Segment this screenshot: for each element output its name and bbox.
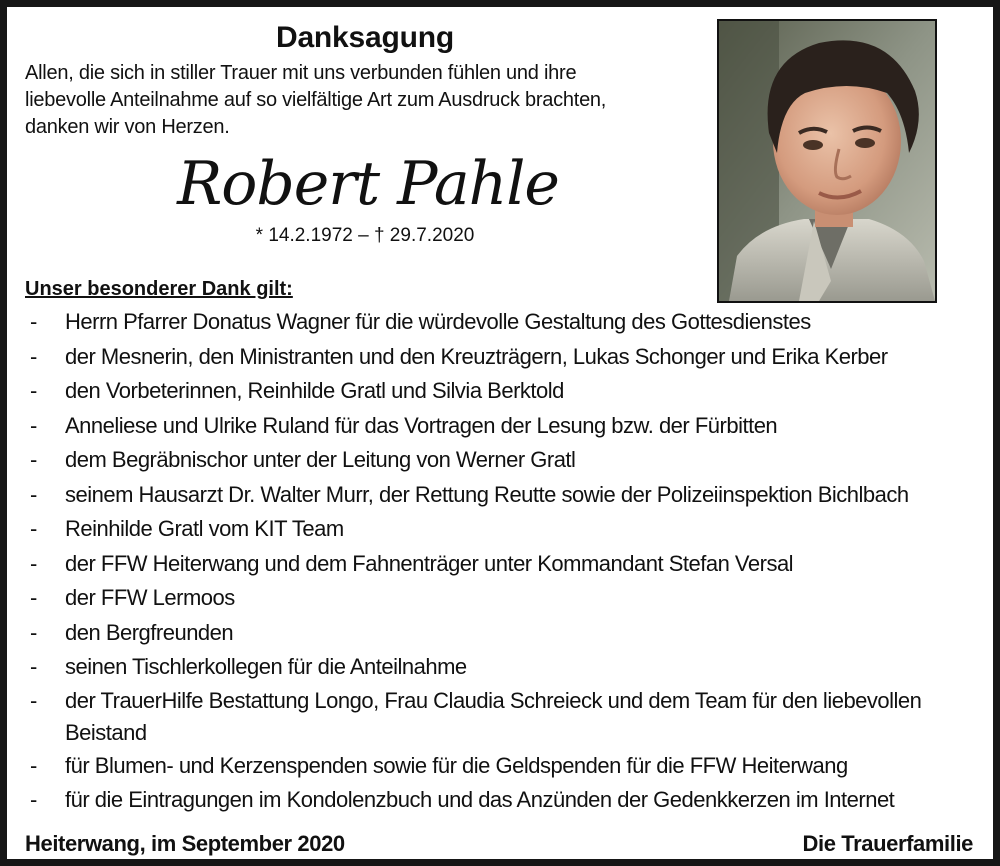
list-item	[25, 685, 975, 749]
bullet-dash: -	[30, 309, 37, 334]
bullet-dash: -	[30, 516, 37, 541]
list-item	[25, 783, 975, 818]
notice-footer	[25, 827, 973, 861]
bullet-dash: -	[30, 687, 37, 713]
list-item-text: seinem Hausarzt Dr. Walter Murr, der Rettung Reutte sowie der Polizeiinspektion Bichlbach	[65, 481, 909, 507]
notice-header	[25, 17, 705, 275]
thanks-list	[25, 305, 975, 818]
list-item	[25, 616, 975, 651]
list-item	[25, 512, 975, 547]
list-item-text: den Vorbeterinnen, Reinhilde Gratl und Silvia Berktold	[65, 378, 564, 403]
list-item-text: der Mesnerin, den Ministranten und den Kreuzträgern, Lukas Schonger und Erika Kerber	[65, 343, 888, 369]
list-item	[25, 650, 975, 685]
bullet-dash: -	[30, 654, 37, 679]
list-item-text: der FFW Heiterwang und dem Fahnenträger unter Kommandant Stefan Versal	[65, 550, 794, 576]
list-item	[25, 305, 975, 340]
bullet-dash: -	[30, 619, 37, 645]
list-item-text: der FFW Lermoos	[65, 585, 235, 610]
list-item-text: dem Begräbnischor unter der Leitung von Werner Gratl	[65, 447, 576, 472]
list-item	[25, 478, 975, 513]
portrait-photo	[717, 19, 937, 303]
list-item	[25, 340, 975, 375]
list-item-text: für die Eintragungen im Kondolenzbuch und das Anzünden der Gedenkkerzen im Internet	[65, 787, 895, 812]
bullet-dash: -	[30, 752, 37, 778]
bullet-dash: -	[30, 585, 37, 610]
signature: Die Trauerfamilie	[802, 831, 973, 856]
list-item-text: seinen Tischlerkollegen für die Anteilnahme	[65, 654, 467, 679]
list-item-text: Anneliese und Ulrike Ruland für das Vortragen der Lesung bzw. der Fürbitten	[65, 412, 778, 438]
list-item	[25, 374, 975, 409]
notice-title: Danksagung	[275, 21, 455, 54]
list-item	[25, 749, 975, 784]
place-date: Heiterwang, im September 2020	[25, 831, 345, 856]
bullet-dash: -	[30, 787, 37, 812]
bullet-dash: -	[30, 550, 37, 576]
bullet-dash: -	[30, 481, 37, 507]
list-item-text: Herrn Pfarrer Donatus Wagner für die würdevolle Gestaltung des Gottesdienstes	[65, 309, 811, 334]
bullet-dash: -	[30, 447, 37, 472]
list-item-text: den Bergfreunden	[65, 619, 234, 645]
portrait-photo-icon	[719, 21, 935, 301]
intro-text: Allen, die sich in stiller Trauer mit uns verbunden fühlen und ihre liebevolle Anteilnahme auf so vielfältige Art zum Ausdruck brachten, danken wir von Herzen.	[25, 62, 607, 138]
bullet-dash: -	[30, 343, 37, 369]
list-item-text: der TrauerHilfe Bestattung Longo, Frau Claudia Schreieck und dem Team für den liebevollen Beistand	[65, 687, 922, 745]
list-item	[25, 547, 975, 582]
list-item	[25, 581, 975, 616]
list-item-text: Reinhilde Gratl vom KIT Team	[65, 516, 344, 541]
list-item-text: für Blumen- und Kerzenspenden sowie für die Geldspenden für die FFW Heiterwang	[65, 752, 848, 778]
thanks-heading: Unser besonderer Dank gilt:	[25, 278, 293, 300]
bullet-dash: -	[30, 412, 37, 438]
bullet-dash: -	[30, 378, 37, 403]
list-item	[25, 443, 975, 478]
deceased-name: Robert Pahle	[177, 149, 559, 219]
list-item	[25, 409, 975, 444]
life-dates: * 14.2.1972 – † 29.7.2020	[255, 225, 475, 246]
